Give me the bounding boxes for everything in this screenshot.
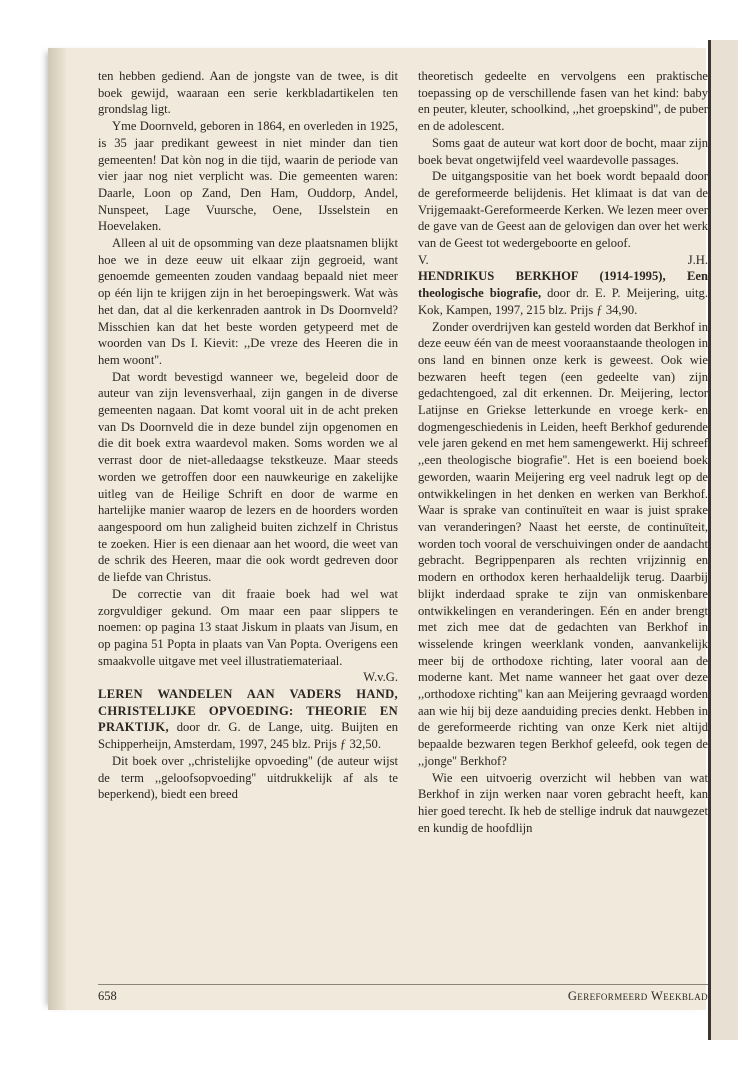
left-column [98, 68, 398, 803]
right-column [418, 68, 708, 836]
signature-left: V. [418, 252, 429, 267]
page-footer [98, 984, 708, 1003]
paragraph: Yme Doornveld, geboren in 1864, en overleden in 1925, is 35 jaar predikant geweest in niet minder dan tien gemeenten! Dat kòn nog in die tijd, waarin de periode van vier jaar nog niet verplicht was. Die gemeenten waren: Daarle, Loon op Zand, Den Ham, Ouddorp, Andel, Nunspeet, Lage Vuursche, Oene, IJsselstein en Hoevelaken. [98, 119, 398, 234]
signature: W.v.G. [363, 670, 398, 685]
paragraph: De correctie van dit fraaie boek had wel wat zorgvuldiger gekund. Om maar een paar slippers te noemen: op pagina 13 staat Jiskum in plaats van Jisum, en op pagina 51 Popta in plaats van Van Popta. Overigens een smaakvolle uitgave met veel illustratiemateriaal. [98, 586, 398, 668]
book-page [48, 48, 706, 1010]
page-edge-line [708, 40, 711, 1040]
page-gutter [48, 48, 66, 1010]
paragraph: Alleen al uit de opsomming van deze plaatsnamen blijkt hoe we in deze eeuw uit elkaar zijn gegroeid, want genoemde gemeenten zouden vandaag bepaald niet meer op één lijn te krijgen zijn in het beroepingswerk. Wat wàs het dan, dat al die kerkenraden aantrok in Ds Doornveld? Misschien kan dat het beste worden getypeerd met de woorden van Ds I. Kievit: ,,De vreze des Heeren die in hem woont''. [98, 236, 398, 367]
review-subtitle: Een theologische biografie, [418, 269, 708, 301]
magazine-name: Gereformeerd Weekblad [567, 989, 708, 1003]
review-title: HENDRIKUS BERKHOF (1914-1995), [418, 269, 666, 284]
review-details: door dr. E. P. Meijering, uitg. Kok, Kampen, 1997, 215 blz. Prijs ƒ 34,90. [418, 286, 708, 317]
next-page-edge [708, 40, 738, 1040]
paragraph: theoretisch gedeelte en vervolgens een praktische toepassing op de verschillende fasen van het kind: baby en peuter, kleuter, schoolkind, ,,het groepskind'', de puber en de adolescent. [418, 69, 708, 134]
review-heading [418, 268, 708, 318]
review-details: door dr. G. de Lange, uitg. Buijten en Schipperheijn, Amsterdam, 1997, 245 blz. Prijs ƒ 32,50. [98, 720, 398, 752]
page-number: 658 [98, 989, 117, 1003]
paragraph: Soms gaat de auteur wat kort door de bocht, maar zijn boek bevat ongetwijfeld veel waardevolle passages. [418, 135, 708, 167]
paragraph: Dat wordt bevestigd wanneer we, begeleid door de auteur van zijn levensverhaal, zijn gangen in de diverse gemeenten nagaan. Dat komt vooral uit in de acht preken van Ds Doornveld die in deze bundel zijn opgenomen en die dit boek extra waardevol maken. Soms worden we al verrast door de niet-alledaagse tekstkeuze. Maar steeds worden we getroffen door een nauwkeurige en zakelijke uitleg van de Heilige Schrift en door de warme en hartelijke manier waarop de lezers en de hoorders worden aangespoord om hun zaligheid buiten zichzelf in Christus te zoeken. Hier is een dienaar aan het woord, die weet van de schrik des Heeren, maar die ook wordt gedreven door de liefde van Christus. [98, 369, 398, 585]
paragraph: Dit boek over ,,christelijke opvoeding'' (de auteur wijst de term ,,geloofsopvoeding'' uitdrukkelijk af als te beperkend), biedt een breed [98, 753, 398, 802]
signature-line [418, 252, 708, 269]
paragraph: Zonder overdrijven kan gesteld worden dat Berkhof in deze eeuw één van de meest vooraanstaande theologen in ons land en binnen onze kerk is geweest. Ook wie bezwaren heeft tegen (een gedeelte van) zijn gedachtengoed, zal dit erkennen. Dr. Meijering, lector Latijnse en Griekse letterkunde en vroege kerk- en dogmengeschiedenis in Leiden, heeft Berkhof gedurende vele jaren gekend en met hem samengewerkt. Hij schreef ,,een theologische biografie''. Het is een boeiend boek geworden, waarin Meijering erg veel nadruk legt op de ontwikkelingen in het denken en werken van Berkhof. Waar is sprake van continuïteit en waar is juist sprake van veranderingen? Naast het eerste, de continuïteit, worden toch vooral de verschuivingen onder de aandacht gebracht. Begrippenparen als rechten vrijzinnig en modern en orthodox keren herhaaldelijk terug. Daarbij blijkt inderdaad sprake te zijn van onmiskenbare ontwikkelingen en veranderingen. Eén en ander brengt met zich mee dat de gedachten van Berkhof in wisselende kringen weerklank vonden, aanvankelijk meer bij de orthodoxe richting, later vooral aan de moderne kant. Met name wanneer het gaat over deze ,,orthodoxe richting'' kan aan Meijering gevraagd worden aan wie hij bij deze aanduiding precies denkt. Hebben in de gereformeerde richting van onze Kerk niet altijd bepaalde bezwaren tegen Berkhof geleefd, ook tegen de ,,jonge'' Berkhof? [418, 319, 708, 768]
paragraph: De uitgangspositie van het boek wordt bepaald door de gereformeerde belijdenis. Het klimaat is dat van de Vrijgemaakt-Gereformeerde Kerken. We lezen meer over de gave van de Geest aan de gelovigen dan over het werk van de Geest tot wedergeboorte en geloof. [418, 169, 708, 251]
signature-right: J.H. [687, 252, 708, 267]
paragraph: ten hebben gediend. Aan de jongste van de twee, is dit boek gewijd, waaraan een serie kerkbladartikelen ten grondslag ligt. [98, 69, 398, 117]
paragraph: Wie een uitvoerig overzicht wil hebben van wat Berkhof in zijn werken naar voren gebracht heeft, kan hier goed terecht. Ik heb de stellige indruk dat nauwgezet en kundig de hoofdlijn [418, 770, 708, 835]
review-heading [98, 686, 398, 753]
review-title: LEREN WANDELEN AAN VADERS HAND, CHRISTELIJKE OPVOEDING: THEORIE EN PRAKTIJK, [98, 687, 398, 735]
